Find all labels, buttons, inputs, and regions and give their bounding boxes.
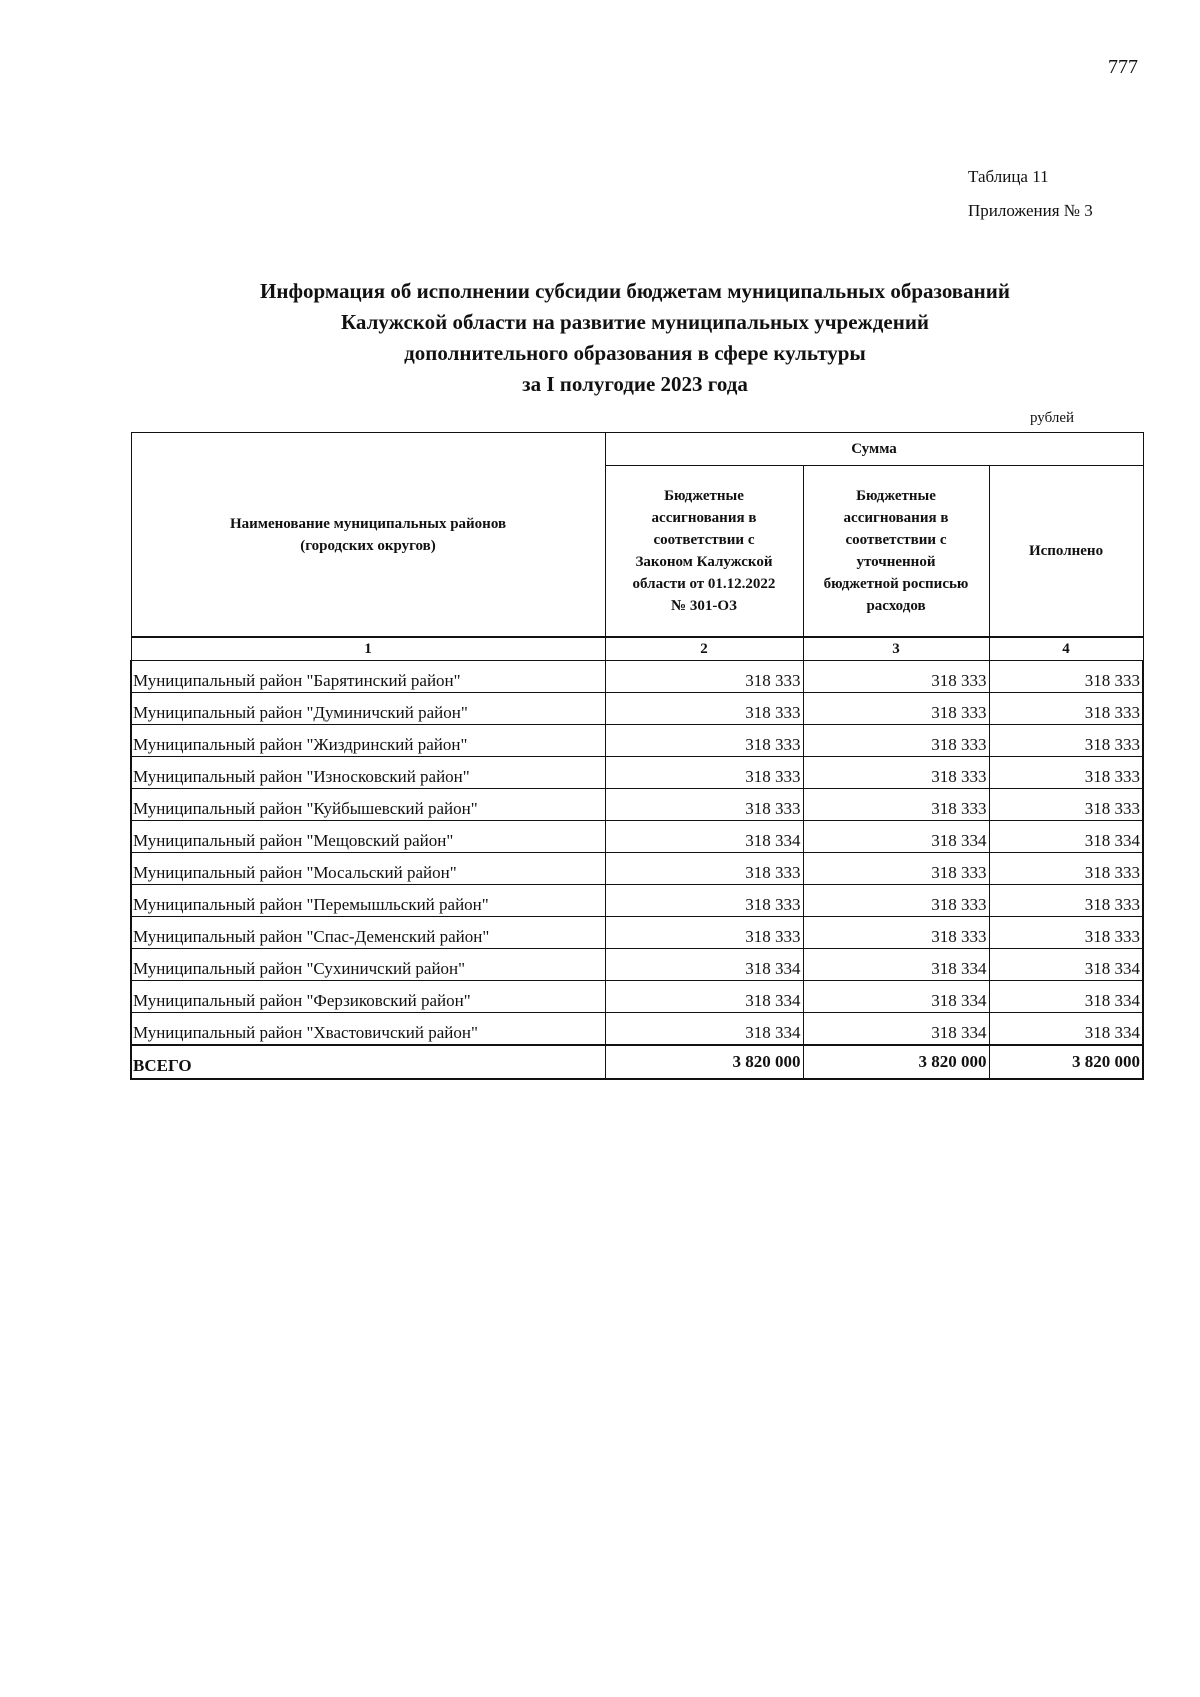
district-name: Муниципальный район "Думиничский район" xyxy=(131,693,605,725)
column-group-header-sum: Сумма xyxy=(605,433,1143,466)
law-appropriation-value: 318 334 xyxy=(605,949,803,981)
law-appropriation-value: 318 333 xyxy=(605,917,803,949)
executed-value: 318 333 xyxy=(989,693,1143,725)
header-line: области от 01.12.2022 xyxy=(632,576,776,592)
district-name: Муниципальный район "Износковский район" xyxy=(131,757,605,789)
executed-value: 318 334 xyxy=(989,949,1143,981)
refined-appropriation-value: 318 333 xyxy=(803,661,989,693)
refined-appropriation-value: 318 333 xyxy=(803,757,989,789)
table-reference xyxy=(968,160,1093,228)
column-header-law-appropriations xyxy=(605,466,803,638)
header-line: Бюджетные xyxy=(664,488,744,504)
table-row xyxy=(131,949,1143,981)
law-appropriation-value: 318 333 xyxy=(605,789,803,821)
law-appropriation-value: 318 333 xyxy=(605,757,803,789)
appendix-label: Приложения № 3 xyxy=(968,201,1093,220)
title-line: за I полугодие 2023 года xyxy=(522,372,748,396)
refined-appropriation-value: 318 334 xyxy=(803,821,989,853)
total-executed: 3 820 000 xyxy=(989,1045,1143,1079)
header-line: расходов xyxy=(866,598,926,614)
executed-value: 318 333 xyxy=(989,885,1143,917)
column-number: 2 xyxy=(605,637,803,661)
header-line: ассигнования в xyxy=(843,510,949,526)
header-line: № 301-ОЗ xyxy=(671,598,737,614)
refined-appropriation-value: 318 333 xyxy=(803,917,989,949)
header-line: Бюджетные xyxy=(856,488,936,504)
header-line: уточненной xyxy=(856,554,936,570)
refined-appropriation-value: 318 334 xyxy=(803,1013,989,1046)
refined-appropriation-value: 318 334 xyxy=(803,949,989,981)
district-name: Муниципальный район "Ферзиковский район" xyxy=(131,981,605,1013)
total-refined-appropriation: 3 820 000 xyxy=(803,1045,989,1079)
column-header-executed: Исполнено xyxy=(989,466,1143,638)
district-name: Муниципальный район "Мосальский район" xyxy=(131,853,605,885)
table-row xyxy=(131,757,1143,789)
table-row xyxy=(131,917,1143,949)
refined-appropriation-value: 318 333 xyxy=(803,789,989,821)
executed-value: 318 334 xyxy=(989,821,1143,853)
column-number: 1 xyxy=(131,637,605,661)
district-name: Муниципальный район "Жиздринский район" xyxy=(131,725,605,757)
table-row xyxy=(131,661,1143,693)
district-name: Муниципальный район "Спас-Деменский район" xyxy=(131,917,605,949)
refined-appropriation-value: 318 333 xyxy=(803,853,989,885)
district-name: Муниципальный район "Мещовский район" xyxy=(131,821,605,853)
page-number: 777 xyxy=(1108,56,1138,78)
header-line: соответствии с xyxy=(653,532,755,548)
executed-value: 318 333 xyxy=(989,789,1143,821)
law-appropriation-value: 318 334 xyxy=(605,981,803,1013)
executed-value: 318 333 xyxy=(989,725,1143,757)
executed-value: 318 334 xyxy=(989,1013,1143,1046)
refined-appropriation-value: 318 333 xyxy=(803,725,989,757)
header-line: бюджетной росписью xyxy=(823,576,969,592)
law-appropriation-value: 318 334 xyxy=(605,821,803,853)
table-row xyxy=(131,885,1143,917)
table-row xyxy=(131,1013,1143,1046)
executed-value: 318 333 xyxy=(989,917,1143,949)
title-line: Калужской области на развитие муниципальных учреждений xyxy=(340,310,930,334)
table-row xyxy=(131,693,1143,725)
table-label: Таблица 11 xyxy=(968,167,1049,186)
district-name: Муниципальный район "Перемышльский район" xyxy=(131,885,605,917)
unit-label: рублей xyxy=(1030,410,1075,426)
column-number: 3 xyxy=(803,637,989,661)
executed-value: 318 333 xyxy=(989,661,1143,693)
refined-appropriation-value: 318 333 xyxy=(803,885,989,917)
law-appropriation-value: 318 333 xyxy=(605,725,803,757)
column-number: 4 xyxy=(989,637,1143,661)
refined-appropriation-value: 318 334 xyxy=(803,981,989,1013)
title-line: дополнительного образования в сфере культуры xyxy=(404,341,866,365)
table-row xyxy=(131,725,1143,757)
header-line: ассигнования в xyxy=(651,510,757,526)
title-line: Информация об исполнении субсидии бюджетам муниципальных образований xyxy=(260,279,1010,303)
executed-value: 318 333 xyxy=(989,757,1143,789)
law-appropriation-value: 318 334 xyxy=(605,1013,803,1046)
executed-value: 318 334 xyxy=(989,981,1143,1013)
refined-appropriation-value: 318 333 xyxy=(803,693,989,725)
district-name: Муниципальный район "Хвастовичский район" xyxy=(131,1013,605,1046)
law-appropriation-value: 318 333 xyxy=(605,885,803,917)
column-header-refined-appropriations xyxy=(803,466,989,638)
district-name: Муниципальный район "Куйбышевский район" xyxy=(131,789,605,821)
district-name: Муниципальный район "Барятинский район" xyxy=(131,661,605,693)
law-appropriation-value: 318 333 xyxy=(605,661,803,693)
total-label: ВСЕГО xyxy=(131,1045,605,1079)
district-name: Муниципальный район "Сухиничский район" xyxy=(131,949,605,981)
table-row xyxy=(131,853,1143,885)
table-row xyxy=(131,821,1143,853)
header-line: Законом Калужской xyxy=(635,554,773,570)
header-line: соответствии с xyxy=(845,532,947,548)
law-appropriation-value: 318 333 xyxy=(605,693,803,725)
total-row xyxy=(131,1045,1143,1079)
table-row xyxy=(131,789,1143,821)
column-header-name xyxy=(131,433,605,638)
total-law-appropriation: 3 820 000 xyxy=(605,1045,803,1079)
executed-value: 318 333 xyxy=(989,853,1143,885)
header-line: Наименование муниципальных районов xyxy=(229,515,507,532)
law-appropriation-value: 318 333 xyxy=(605,853,803,885)
subsidy-table xyxy=(130,432,1144,1080)
table-row xyxy=(131,981,1143,1013)
document-title xyxy=(130,276,1140,400)
header-line: (городских округов) xyxy=(300,537,436,554)
